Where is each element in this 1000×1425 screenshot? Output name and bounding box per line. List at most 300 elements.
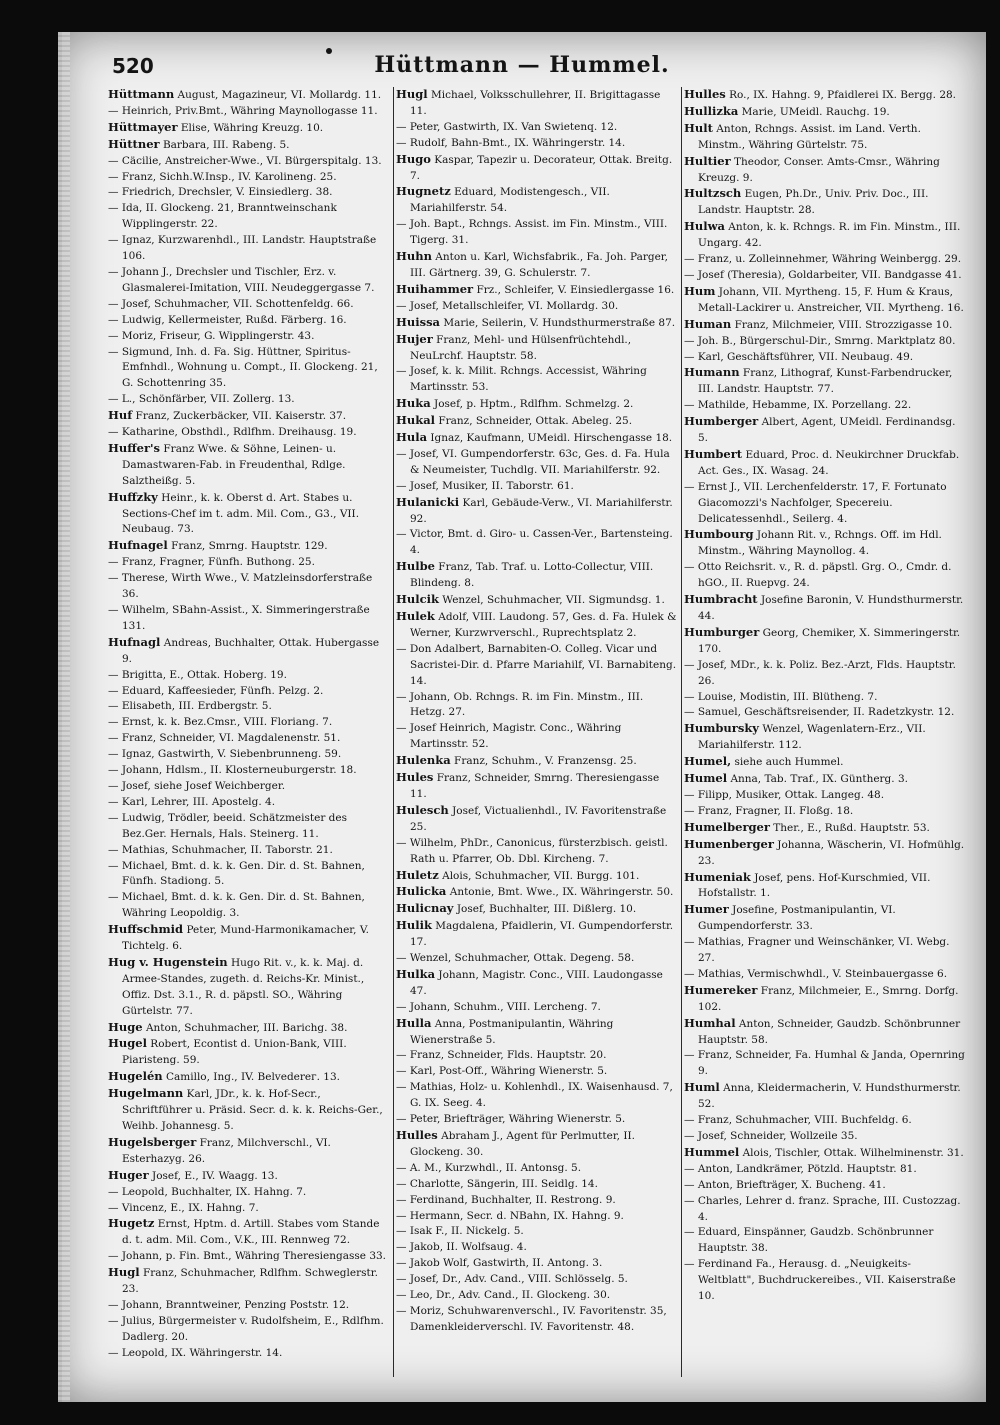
directory-entry: [396, 1304, 678, 1336]
directory-entry: [396, 951, 678, 967]
entry-surname: Humbourg: [684, 527, 754, 542]
page-edge: [58, 32, 70, 1402]
directory-entry: [684, 87, 966, 104]
directory-entry: [108, 571, 390, 603]
entry-surname: Humeniak: [684, 869, 751, 884]
directory-entry: [396, 770, 678, 803]
directory-entry: [396, 1161, 678, 1177]
entry-surname: Hum: [684, 283, 716, 298]
entry-details: — Mathias, Schuhmacher, II. Taborstr. 21.: [108, 843, 333, 856]
entry-surname: Hula: [396, 430, 428, 445]
entry-details: — Franz, Schneider, Fa. Humhal & Janda, Opernring 9.: [684, 1049, 965, 1078]
entry-details: — Jakob, II. Wolfsaug. 4.: [396, 1241, 527, 1254]
directory-entry: [396, 217, 678, 249]
directory-entry: [684, 121, 966, 154]
directory-entry: [684, 560, 966, 592]
directory-entry: [396, 87, 678, 120]
directory-entry: [108, 538, 390, 555]
directory-entry: [108, 441, 390, 490]
page-number: 520: [112, 54, 154, 78]
column-2: [396, 87, 678, 1397]
entry-details: — Eduard, Kaffeesieder, Fünfh. Pelzg. 2.: [108, 684, 324, 697]
entry-details: — Ludwig, Kellermeister, Rußd. Färberg. 16.: [108, 313, 347, 326]
entry-details: Franz, Milchmeier, E., Smrng. Dorfg. 102.: [698, 984, 959, 1013]
entry-details: — Jakob Wolf, Gastwirth, II. Antong. 3.: [396, 1257, 603, 1270]
entry-details: — Karl, Post-Off., Währing Wienerstr. 5.: [396, 1065, 608, 1078]
entry-details: — Josef, Schneider, Wollzeile 35.: [684, 1130, 858, 1142]
entry-details: — Victor, Bmt. d. Giro- u. Cassen-Ver., Bartensteing. 4.: [396, 528, 673, 557]
entry-details: — Franz, Fragner, II. Floßg. 18.: [684, 804, 854, 817]
entry-details: — Wilhelm, SBahn-Assist., X. Simmeringerstraße 131.: [108, 604, 370, 632]
directory-entry: [108, 1249, 390, 1265]
entry-details: — Anton, Briefträger, X. Bucheng. 41.: [684, 1178, 886, 1191]
entry-surname: Hulanicki: [396, 494, 460, 509]
entry-details: — Leopold, Buchhalter, IX. Hahng. 7.: [108, 1185, 307, 1198]
entry-surname: Hug v. Hugenstein: [108, 954, 228, 969]
entry-details: — Franz, u. Zolleinnehmer, Währing Weinbergg. 29.: [684, 253, 962, 266]
directory-entry: [684, 334, 966, 350]
entry-details: — Ernst, k. k. Bez.Cmsr., VIII. Floriang. 7.: [108, 716, 333, 729]
entry-surname: Hüttmann: [108, 87, 175, 101]
column-rule-1: [393, 87, 394, 1377]
entry-details: Alois, Tischler, Ottak. Wilhelminenstr. 31.: [742, 1146, 964, 1159]
directory-entry: [684, 967, 966, 983]
entry-surname: Hufnagl: [108, 634, 161, 649]
directory-entry: [396, 642, 678, 690]
entry-details: Wenzel, Schuhmacher, VII. Sigmundsg. 1.: [442, 594, 665, 607]
entry-details: Marie, UMeidl. Rauchg. 19.: [741, 105, 890, 118]
entry-surname: Humer: [684, 902, 729, 917]
entry-details: — Josef Heinrich, Magistr. Conc., Währing Martinsstr. 52.: [396, 722, 622, 751]
entry-details: Eduard, Modistengesch., VII. Mariahilferstr. 54.: [410, 186, 610, 215]
entry-surname: Hugo: [396, 151, 431, 166]
entry-surname: Huffschmid: [108, 922, 184, 937]
entry-details: — Mathias, Fragner und Weinschänker, VI. Webg. 27.: [684, 936, 950, 965]
entry-details: Heinr., k. k. Oberst d. Art. Stabes u. Sections-Chef im t. adm. Mil. Com., G3., VII. Neubaug. 73.: [122, 491, 360, 536]
directory-entry: [684, 414, 966, 447]
directory-entry: [396, 479, 678, 495]
directory-entry: [684, 219, 966, 252]
directory-entry: [684, 820, 966, 837]
entry-surname: Hugelmann: [108, 1086, 184, 1101]
directory-entry: [684, 447, 966, 480]
entry-details: — Franz, Sichh.W.Insp., IV. Karolineng. 25.: [108, 170, 337, 183]
entry-details: Josef, Buchhalter, III. Dißlerg. 10.: [456, 903, 637, 916]
directory-entry: [684, 1145, 966, 1162]
entry-details: Magdalena, Pfaidlerin, VI. Gumpendorferstr. 17.: [410, 920, 674, 949]
directory-entry: [396, 1272, 678, 1288]
entry-details: — Johann J., Drechsler und Tischler, Erz. v. Glasmalerei-Imitation, VIII. Neudeggergasse 7.: [108, 265, 375, 294]
entry-details: Franz, Schneider, Ottak. Abeleg. 25.: [438, 415, 633, 428]
column-rule-2: [681, 87, 682, 1377]
entry-details: — Anton, Landkrämer, Pötzld. Hauptstr. 81.: [684, 1162, 917, 1175]
entry-details: — Franz, Schuhmacher, VIII. Buchfeldg. 6.: [684, 1114, 912, 1127]
directory-entry: [396, 1112, 678, 1128]
entry-details: Andreas, Buchhalter, Ottak. Hubergasse 9.: [122, 636, 380, 665]
directory-entry: [684, 1113, 966, 1129]
entry-details: Ernst, Hptm. d. Artill. Stabes vom Stande d. t. adm. Mil. Com., V.K., III. Rennweg 72.: [122, 1218, 380, 1247]
directory-entry: [108, 1135, 390, 1168]
entry-surname: Hugnetz: [396, 184, 451, 199]
entry-details: — Rudolf, Bahn-Bmt., IX. Währingerstr. 14.: [396, 136, 626, 149]
entry-details: Georg, Chemiker, X. Simmeringerstr. 170.: [698, 626, 961, 655]
directory-entry: [108, 668, 390, 684]
entry-surname: Humberger: [684, 414, 759, 429]
directory-entry: [108, 1036, 390, 1069]
entry-details: Hugo Rit. v., k. k. Maj. d. Armee-Standes, zugeth. d. Reichs-Kr. Minist., Offiz. Dst. 3.1., R. d. päpstl. SO., Währing Gürtelstr. 77.: [122, 956, 365, 1017]
entry-details: Abraham J., Agent für Perlmutter, II. Glockeng. 30.: [410, 1130, 635, 1158]
entry-details: Franz, Lithograf, Kunst-Farbendrucker, III. Landstr. Hauptstr. 77.: [698, 367, 953, 396]
entry-details: — Hermann, Secr. d. NBahn, IX. Hahng. 9.: [396, 1209, 624, 1222]
entry-details: — Wilhelm, PhDr., Canonicus, fürsterzbisch. geistl. Rath u. Pfarrer, Ob. Dbl. Kircheng. 7.: [396, 836, 668, 865]
entry-surname: Humelberger: [684, 819, 770, 834]
entry-details: — Michael, Bmt. d. k. k. Gen. Dir. d. St. Bahnen, Fünfh. Stadiong. 5.: [108, 859, 365, 888]
directory-entry: [396, 184, 678, 217]
entry-surname: Hulenka: [396, 753, 451, 768]
directory-entry: [396, 559, 678, 592]
entry-surname: Humel,: [684, 754, 732, 769]
entry-details: August, Magazineur, VI. Mollardg. 11.: [177, 89, 382, 101]
directory-entry: [684, 983, 966, 1016]
entry-details: Elise, Währing Kreuzg. 10.: [180, 121, 324, 134]
directory-entry: [108, 684, 390, 700]
directory-entry: [684, 804, 966, 820]
entry-details: Ther., E., Rußd. Hauptstr. 53.: [773, 821, 930, 834]
entry-surname: Hujer: [396, 331, 433, 346]
entry-surname: Huihammer: [396, 281, 474, 296]
entry-details: Adolf, VIII. Laudong. 57, Ges. d. Fa. Hulek & Werner, Kurzwrverschl., Ruprechtsplatz 2.: [410, 611, 677, 639]
entry-surname: Hugel: [108, 1036, 147, 1051]
entry-surname: Huletz: [396, 867, 439, 882]
entry-surname: Humenberger: [684, 836, 774, 851]
directory-entry: [396, 332, 678, 365]
entry-surname: Humel: [684, 771, 728, 786]
entry-details: Franz, Milchverschl., VI. Esterhazyg. 26.: [122, 1136, 331, 1165]
entry-details: — Charlotte, Sängerin, III. Seidlg. 14.: [396, 1177, 598, 1190]
entry-surname: Huffer's: [108, 440, 161, 455]
entry-surname: Humereker: [684, 982, 758, 997]
entry-details: — Vincenz, E., IX. Hahng. 7.: [108, 1201, 259, 1214]
entry-surname: Huge: [108, 1019, 143, 1034]
entry-details: Ro., IX. Hahng. 9, Pfaidlerei IX. Bergg. 28.: [729, 89, 957, 101]
directory-entry: [396, 592, 678, 609]
directory-entry: [684, 1129, 966, 1145]
entry-surname: Hult: [684, 120, 713, 135]
entry-details: — Johann, Ob. Rchngs. R. im Fin. Minstm., III. Hetzg. 27.: [396, 690, 644, 719]
directory-entry: [108, 635, 390, 668]
entry-details: — Ignaz, Kurzwarenhdl., III. Landstr. Hauptstraße 106.: [108, 234, 377, 263]
entry-surname: Hultier: [684, 153, 731, 168]
entry-surname: Hulicka: [396, 884, 447, 899]
entry-surname: Hulka: [396, 966, 436, 981]
directory-entry: [108, 843, 390, 859]
directory-entry: [108, 154, 390, 170]
directory-entry: [684, 398, 966, 414]
directory-entry: [396, 1128, 678, 1161]
entry-details: Anna, Kleidermacherin, V. Hundsthurmerstr. 52.: [698, 1082, 961, 1111]
entry-surname: Hulles: [396, 1128, 438, 1142]
directory-entry: [108, 1346, 390, 1362]
directory-entry: [396, 690, 678, 722]
directory-entry: [396, 609, 678, 642]
entry-details: Josef, E., IV. Waagg. 13.: [152, 1169, 278, 1182]
entry-details: Peter, Mund-Harmonikamacher, V. Tichtelg. 6.: [122, 924, 369, 953]
directory-entry: [108, 763, 390, 779]
entry-surname: Humbursky: [684, 721, 759, 736]
directory-entry: [396, 1177, 678, 1193]
entry-details: — Michael, Bmt. d. k. k. Gen. Dir. d. St. Bahnen, Währing Leopoldig. 3.: [108, 891, 365, 920]
entry-details: — Eduard, Einspänner, Gaudzb. Schönbrunner Hauptstr. 38.: [684, 1226, 934, 1255]
entry-details: — Wenzel, Schuhmacher, Ottak. Degeng. 58.: [396, 952, 635, 965]
entry-details: — Johann, p. Fin. Bmt., Währing Theresiengasse 33.: [108, 1250, 387, 1263]
directory-entry: [684, 902, 966, 935]
entry-details: — Leopold, IX. Währingerstr. 14.: [108, 1346, 283, 1359]
entry-surname: Hulcik: [396, 592, 439, 607]
directory-entry: [108, 425, 390, 441]
directory-entry: [684, 252, 966, 268]
directory-entry: [684, 705, 966, 721]
directory-entry: [108, 699, 390, 715]
entry-surname: Hultzsch: [684, 186, 742, 201]
directory-entry: [108, 779, 390, 795]
entry-details: — Leo, Dr., Adv. Cand., II. Glockeng. 30.: [396, 1289, 611, 1302]
entry-details: Johann, VII. Myrtheng. 15, F. Hum & Kraus, Metall-Lackirer u. Anstreicher, VII. Myrtheng. 16.: [698, 285, 964, 314]
directory-entry: [396, 1240, 678, 1256]
entry-details: Franz, Schuhm., V. Franzensg. 25.: [454, 755, 637, 768]
directory-entry: [108, 87, 390, 104]
entry-details: — A. M., Kurzwhdl., II. Antonsg. 5.: [396, 1161, 582, 1174]
directory-entry: [684, 1016, 966, 1049]
entry-details: Franz, Schneider, Smrng. Theresiengasse 11.: [410, 772, 660, 800]
directory-entry: [684, 1257, 966, 1305]
entry-details: Camillo, Ing., IV. Belvederег. 13.: [165, 1071, 340, 1084]
directory-entry: [108, 170, 390, 186]
entry-details: — Josef, VI. Gumpendorferstr. 63c, Ges. d. Fa. Hula & Neumeister, Tuchdlg. VII. Mariahilferstr. 92.: [396, 447, 670, 476]
directory-entry: [684, 592, 966, 625]
entry-details: — Charles, Lehrer d. franz. Sprache, III. Custozzag. 4.: [684, 1194, 961, 1223]
directory-entry: [108, 120, 390, 137]
directory-entry: [396, 495, 678, 528]
directory-entry: [396, 1256, 678, 1272]
directory-entry: [684, 480, 966, 528]
directory-entry: [108, 1265, 390, 1298]
entry-surname: Hullizka: [684, 103, 739, 118]
entry-details: Michael, Volksschullehrer, II. Brigittagasse 11.: [410, 89, 661, 117]
entry-details: — Mathilde, Hebamme, IX. Porzellang. 22.: [684, 399, 912, 412]
entry-details: Eugen, Ph.Dr., Univ. Priv. Doc., III. Landstr. Hauptstr. 28.: [698, 188, 929, 217]
directory-entry: [108, 201, 390, 233]
directory-entry: [396, 249, 678, 282]
directory-entry: [108, 811, 390, 843]
entry-details: Frz., Schleifer, V. Einsiedlergasse 16.: [476, 283, 675, 296]
directory-entry: [396, 527, 678, 559]
entry-details: — Franz, Fragner, Fünfh. Buthong. 25.: [108, 556, 315, 569]
entry-details: — Moriz, Friseur, G. Wipplingerstr. 43.: [108, 329, 315, 342]
entry-details: Josef, Victualienhdl., IV. Favoritenstraße 25.: [410, 804, 667, 833]
directory-entry: [396, 299, 678, 315]
directory-entry: [108, 747, 390, 763]
directory-entry: [684, 690, 966, 706]
entry-details: Kaspar, Tapezir u. Decorateur, Ottak. Breitg. 7.: [410, 153, 673, 182]
entry-surname: Hugelén: [108, 1069, 163, 1084]
entry-details: — Johann, Schuhm., VIII. Lercheng. 7.: [396, 1000, 601, 1013]
entry-details: — Isak F., II. Nickelg. 5.: [396, 1225, 524, 1238]
entry-details: — Ferdinand, Buchhalter, II. Restrong. 9.: [396, 1193, 616, 1206]
entry-details: Marie, Seilerin, V. Hundsthurmerstraße 87.: [443, 316, 676, 329]
directory-entry: [684, 870, 966, 903]
entry-details: — Johann, Hdlsm., II. Klosterneuburgerstr. 18.: [108, 764, 357, 777]
directory-page: [58, 32, 986, 1402]
directory-entry: [396, 1209, 678, 1225]
directory-entry: [396, 967, 678, 1000]
directory-entry: [396, 120, 678, 136]
directory-entry: [684, 527, 966, 560]
entry-details: — Peter, Gastwirth, IX. Van Swietenq. 12.: [396, 120, 618, 133]
directory-entry: [396, 721, 678, 753]
directory-entry: [108, 297, 390, 313]
directory-entry: [684, 935, 966, 967]
entry-details: — Josef, siehe Josef Weichberger.: [108, 779, 286, 792]
entry-details: — Ida, II. Glockeng. 21, Branntweinschank Wipplingerstr. 22.: [108, 202, 337, 231]
entry-details: Franz Wwe. & Söhne, Leinen- u. Damastwaren-Fab. in Freudenthal, Rdlge. Salztheißg. 5.: [122, 442, 346, 487]
entry-details: — Joh. Bapt., Rchngs. Assist. im Fin. Minstm., VIII. Tigerg. 31.: [396, 218, 668, 247]
directory-entry: [684, 317, 966, 334]
entry-details: Franz, Zuckerbäcker, VII. Kaiserstr. 37.: [135, 410, 347, 423]
directory-entry: [684, 350, 966, 366]
entry-details: — Moriz, Schuhwarenverschl., IV. Favoritenstr. 35, Damenkleiderverschl. IV. Favoritenstr. 48.: [396, 1304, 667, 1333]
directory-entry: [108, 185, 390, 201]
entry-details: — Otto Reichsrit. v., R. d. päpstl. Grg. O., Cmdr. d. hGO., II. Ruepvg. 24.: [684, 561, 952, 590]
directory-entry: [684, 186, 966, 219]
directory-entry: [108, 104, 390, 120]
entry-details: — Franz, Schneider, Flds. Hauptstr. 20.: [396, 1049, 607, 1062]
directory-entry: [108, 731, 390, 747]
directory-entry: [108, 555, 390, 571]
entry-details: Albert, Agent, UMeidl. Ferdinandsg. 5.: [698, 416, 956, 445]
entry-details: Eduard, Proc. d. Neukirchner Druckfab. Act. Ges., IX. Wasag. 24.: [698, 448, 960, 477]
entry-details: — Don Adalbert, Barnabiten-O. Colleg. Vicar und Sacristei-Dir. d. Pfarre Mariahilf, VI. Barnabiteng. 14.: [396, 642, 677, 687]
entry-details: Josef, pens. Hof-Kurschmied, VII. Hofstallstr. 1.: [698, 871, 931, 900]
entry-surname: Hufnagel: [108, 538, 168, 553]
entry-details: — Josef, MDr., k. k. Poliz. Bez.-Arzt, Flds. Hauptstr. 26.: [684, 658, 956, 687]
directory-entry: [684, 721, 966, 754]
directory-entry: [684, 1162, 966, 1178]
entry-details: Alois, Schuhmacher, VII. Burgg. 101.: [442, 869, 640, 882]
entry-details: — Josef, Schuhmacher, VII. Schottenfeldg. 66.: [108, 297, 354, 310]
entry-surname: Humann: [684, 365, 740, 380]
directory-entry: [108, 313, 390, 329]
entry-details: — Josef (Theresia), Goldarbeiter, VII. Bandgasse 41.: [684, 268, 962, 281]
entry-details: — Peter, Briefträger, Währing Wienerstr. 5.: [396, 1113, 626, 1126]
directory-entry: [684, 154, 966, 187]
directory-entry: [684, 104, 966, 121]
directory-entry: [108, 408, 390, 425]
entry-details: Johanna, Wäscherin, VI. Hofmühlg. 23.: [698, 838, 965, 867]
entry-details: — Josef, Dr., Adv. Cand., VIII. Schlösselg. 5.: [396, 1273, 628, 1286]
entry-surname: Hugl: [108, 1265, 140, 1280]
directory-entry: [684, 788, 966, 804]
directory-entry: [108, 392, 390, 408]
entry-surname: Huissa: [396, 314, 440, 329]
entry-details: Karl, JDr., k. k. Hof-Secr., Schriftführer u. Präsid. Secr. d. k. k. Reichs-Ger., Weihb. Johannesg. 5.: [122, 1088, 383, 1132]
directory-entry: [396, 1080, 678, 1112]
entry-surname: Hugetz: [108, 1216, 155, 1231]
entry-details: Barbara, III. Rabeng. 5.: [162, 138, 290, 151]
directory-entry: [108, 955, 390, 1020]
entry-details: — Josef, Metallschleifer, VI. Mollardg. 30.: [396, 299, 619, 312]
entry-details: Josef, p. Hptm., Rdlfhm. Schmelzg. 2.: [434, 398, 634, 411]
entry-surname: Hulesch: [396, 802, 449, 817]
entry-details: — Johann, Branntweiner, Penzing Poststr. 12.: [108, 1298, 350, 1311]
entry-surname: Hugelsberger: [108, 1134, 197, 1149]
entry-surname: Humbert: [684, 446, 743, 461]
entry-details: Robert, Econtist d. Union-Bank, VIII. Piaristeng. 59.: [122, 1038, 347, 1067]
directory-entry: [684, 284, 966, 317]
entry-details: — Louise, Modistin, III. Blütheng. 7.: [684, 690, 878, 703]
entry-details: — Ignaz, Gastwirth, V. Siebenbrunneng. 59.: [108, 748, 342, 761]
directory-entry: [396, 868, 678, 885]
entry-details: Franz, Schuhmacher, Rdlfhm. Schweglerstr. 23.: [122, 1267, 378, 1296]
directory-entry: [108, 1069, 390, 1086]
entry-details: — Ernst J., VII. Lerchenfelderstr. 17, F. Fortunato Giacomozzi's Nachfolger, Specereiu. Delicatessenhdl., Seilerg. 4.: [684, 480, 947, 525]
directory-entry: [108, 265, 390, 297]
entry-details: Anton u. Karl, Wichsfabrik., Fa. Joh. Parger, III. Gärtnerg. 39, G. Schulerstr. 7.: [410, 251, 668, 279]
entry-details: Anton, Schuhmacher, III. Barichg. 38.: [145, 1021, 348, 1034]
directory-entry: [396, 1000, 678, 1016]
entry-details: — Ludwig, Trödler, beeid. Schätzmeister des Bez.Ger. Hernals, Hals. Steinerg. 11.: [108, 811, 347, 840]
directory-entry: [108, 137, 390, 154]
directory-entry: [684, 1048, 966, 1080]
directory-entry: [396, 413, 678, 430]
directory-entry: [396, 1016, 678, 1049]
entry-details: — Ferdinand Fa., Herausg. d. „Neuigkeits-Weltblatt", Buchdruckereibes., VII. Kaiserstraße 10.: [684, 1258, 956, 1303]
entry-details: — Cäcilie, Anstreicher-Wwe., VI. Bürgerspitalg. 13.: [108, 154, 382, 167]
entry-details: — Mathias, Holz- u. Kohlenhdl., IX. Waisenhausd. 7, G. IX. Seeg. 4.: [396, 1081, 673, 1110]
entry-details: Anton, Schneider, Gaudzb. Schönbrunner Hauptstr. 58.: [698, 1017, 961, 1046]
directory-entry: [396, 836, 678, 868]
directory-entry: [396, 430, 678, 447]
directory-entry: [396, 753, 678, 770]
entry-details: Ignaz, Kaufmann, UMeidl. Hirschengasse 18.: [430, 432, 673, 445]
entry-details: — Sigmund, Inh. d. Fa. Sig. Hüttner, Spiritus-Emfnhdl., Wohnung u. Compt., II. Glockeng. 21, G. Schottenring 35.: [108, 345, 378, 390]
entry-details: — Friedrich, Drechsler, V. Einsiedlerg. 38.: [108, 186, 333, 199]
entry-surname: Hulbe: [396, 559, 435, 574]
directory-entry: [108, 795, 390, 811]
entry-details: Anna, Tab. Traf., IX. Güntherg. 3.: [730, 773, 908, 786]
entry-surname: Huml: [684, 1080, 720, 1095]
entry-surname: Huka: [396, 396, 431, 411]
directory-entry: [684, 625, 966, 658]
entry-details: — Brigitta, E., Ottak. Hoberg. 19.: [108, 668, 287, 681]
directory-entry: [108, 1216, 390, 1249]
directory-entry: [108, 922, 390, 955]
entry-details: Wenzel, Wagenlatern-Erz., VII. Mariahilferstr. 112.: [698, 723, 926, 752]
directory-entry: [684, 771, 966, 788]
entry-details: Anton, k. k. Rchngs. R. im Fin. Minstm., III. Ungarg. 42.: [698, 221, 961, 250]
directory-entry: [108, 1201, 390, 1217]
entry-details: Anna, Postmanipulantin, Währing Wienerstraße 5.: [410, 1017, 614, 1046]
directory-entry: [396, 884, 678, 901]
directory-entry: [108, 1298, 390, 1314]
directory-entry: [684, 1225, 966, 1257]
directory-entry: [108, 859, 390, 891]
entry-details: — Heinrich, Priv.Bmt., Währing Maynollogasse 11.: [108, 104, 378, 117]
entry-details: — Joh. B., Bürgerschul-Dir., Smrng. Marktplatz 80.: [684, 334, 956, 347]
entry-surname: Hulek: [396, 609, 435, 623]
entry-details: Johann, Magistr. Conc., VIII. Laudongasse 47.: [410, 968, 663, 997]
directory-entry: [396, 1048, 678, 1064]
running-head: Hüttmann — Hummel.: [374, 52, 670, 78]
